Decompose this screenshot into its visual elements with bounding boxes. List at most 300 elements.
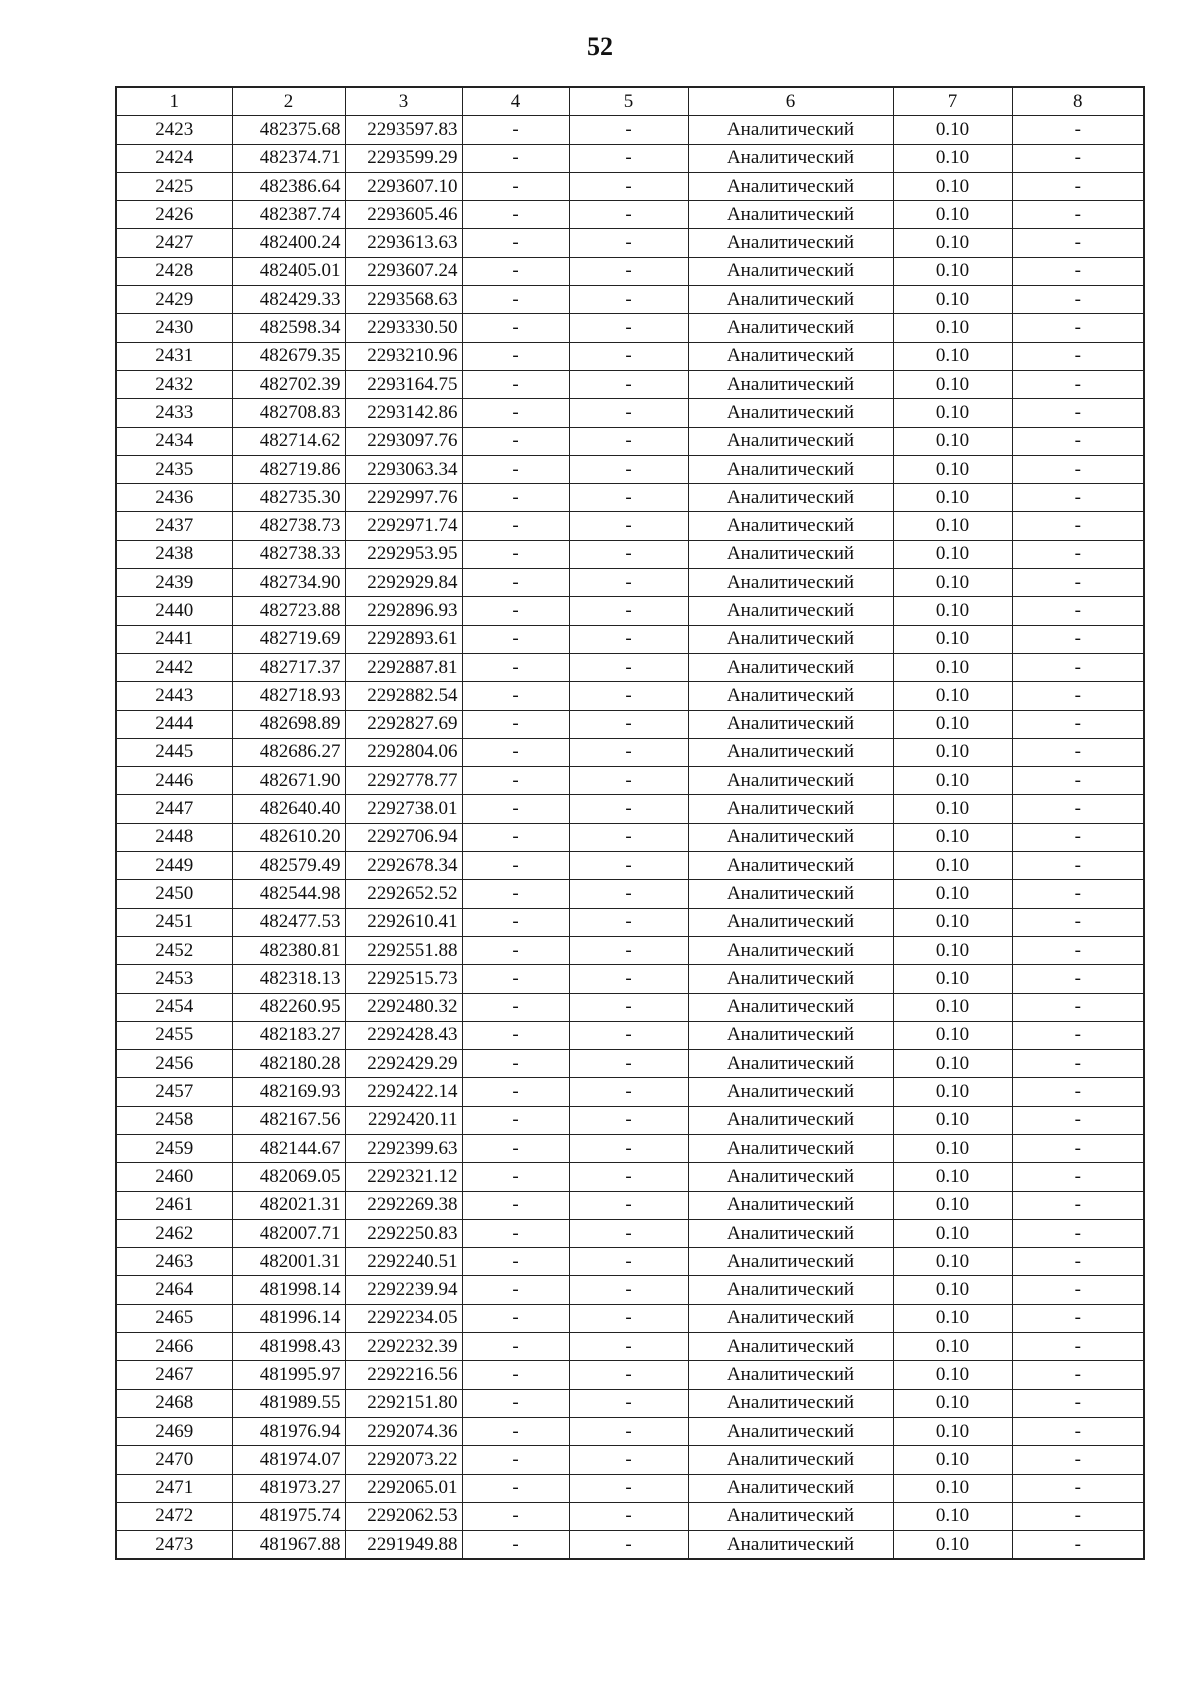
- table-cell: 2292652.52: [345, 880, 462, 908]
- table-cell: 481996.14: [232, 1304, 345, 1332]
- table-cell: 2428: [116, 257, 232, 285]
- table-cell: 2292216.56: [345, 1361, 462, 1389]
- table-cell: -: [462, 1417, 569, 1445]
- table-cell: 2293330.50: [345, 314, 462, 342]
- table-cell: 2454: [116, 993, 232, 1021]
- table-cell: 2430: [116, 314, 232, 342]
- table-cell: -: [569, 823, 688, 851]
- table-cell: 2445: [116, 738, 232, 766]
- table-row: [116, 342, 1144, 370]
- table-cell: 2293210.96: [345, 342, 462, 370]
- table-cell: 2292827.69: [345, 710, 462, 738]
- table-cell: -: [1012, 399, 1144, 427]
- table-cell: -: [569, 1389, 688, 1417]
- table-cell: 2292610.41: [345, 908, 462, 936]
- table-cell: Аналитический: [688, 823, 893, 851]
- table-cell: 2292250.83: [345, 1219, 462, 1247]
- table-cell: -: [462, 370, 569, 398]
- table-cell: Аналитический: [688, 1333, 893, 1361]
- table-cell: 482719.86: [232, 455, 345, 483]
- table-cell: Аналитический: [688, 172, 893, 200]
- table-cell: 2437: [116, 512, 232, 540]
- table-cell: Аналитический: [688, 1191, 893, 1219]
- table-cell: 0.10: [893, 738, 1012, 766]
- page-number: 52: [587, 32, 613, 61]
- table-cell: -: [462, 1446, 569, 1474]
- table-cell: -: [569, 710, 688, 738]
- table-cell: -: [462, 823, 569, 851]
- table-cell: -: [462, 1050, 569, 1078]
- table-row: [116, 569, 1144, 597]
- table-cell: 0.10: [893, 1417, 1012, 1445]
- table-cell: -: [1012, 1304, 1144, 1332]
- table-row: [116, 908, 1144, 936]
- table-cell: 2293063.34: [345, 455, 462, 483]
- table-cell: -: [1012, 852, 1144, 880]
- column-header: 1: [116, 87, 232, 116]
- table-cell: 0.10: [893, 455, 1012, 483]
- table-cell: -: [569, 1417, 688, 1445]
- table-cell: Аналитический: [688, 1219, 893, 1247]
- table-cell: Аналитический: [688, 427, 893, 455]
- table-cell: -: [1012, 653, 1144, 681]
- table-cell: -: [569, 936, 688, 964]
- table-cell: Аналитический: [688, 569, 893, 597]
- table-row: [116, 172, 1144, 200]
- table-cell: -: [1012, 1134, 1144, 1162]
- table-cell: -: [569, 286, 688, 314]
- table-row: [116, 257, 1144, 285]
- coordinates-table: [115, 86, 1145, 1560]
- table-cell: 2292778.77: [345, 767, 462, 795]
- table-cell: -: [1012, 512, 1144, 540]
- table-cell: 482671.90: [232, 767, 345, 795]
- table-cell: 481974.07: [232, 1446, 345, 1474]
- table-cell: -: [1012, 1050, 1144, 1078]
- table-cell: Аналитический: [688, 314, 893, 342]
- table-cell: Аналитический: [688, 936, 893, 964]
- table-cell: 2293607.10: [345, 172, 462, 200]
- table-cell: 2293605.46: [345, 201, 462, 229]
- table-cell: 2427: [116, 229, 232, 257]
- table-cell: -: [1012, 144, 1144, 172]
- table-cell: 482260.95: [232, 993, 345, 1021]
- table-cell: 481998.43: [232, 1333, 345, 1361]
- table-cell: 0.10: [893, 257, 1012, 285]
- table-cell: Аналитический: [688, 144, 893, 172]
- table-cell: 2293613.63: [345, 229, 462, 257]
- table-cell: Аналитический: [688, 1050, 893, 1078]
- table-row: [116, 1248, 1144, 1276]
- table-cell: 0.10: [893, 682, 1012, 710]
- table-cell: 0.10: [893, 540, 1012, 568]
- table-row: [116, 823, 1144, 851]
- table-cell: -: [462, 172, 569, 200]
- table-cell: -: [1012, 1248, 1144, 1276]
- table-cell: Аналитический: [688, 116, 893, 144]
- table-cell: 0.10: [893, 201, 1012, 229]
- table-cell: Аналитический: [688, 1531, 893, 1560]
- table-cell: 481967.88: [232, 1531, 345, 1560]
- table-cell: 0.10: [893, 1248, 1012, 1276]
- table-cell: 2436: [116, 484, 232, 512]
- table-cell: 482380.81: [232, 936, 345, 964]
- table-cell: Аналитический: [688, 455, 893, 483]
- table-cell: Аналитический: [688, 1417, 893, 1445]
- table-cell: Аналитический: [688, 653, 893, 681]
- table-cell: 481973.27: [232, 1474, 345, 1502]
- table-cell: 0.10: [893, 880, 1012, 908]
- table-cell: Аналитический: [688, 682, 893, 710]
- table-row: [116, 767, 1144, 795]
- table-cell: 0.10: [893, 1078, 1012, 1106]
- table-cell: 2292073.22: [345, 1446, 462, 1474]
- table-cell: -: [569, 1304, 688, 1332]
- table-cell: 0.10: [893, 116, 1012, 144]
- table-cell: -: [569, 540, 688, 568]
- table-cell: -: [569, 512, 688, 540]
- table-cell: -: [569, 1163, 688, 1191]
- column-header: 7: [893, 87, 1012, 116]
- table-row: [116, 1361, 1144, 1389]
- table-row: [116, 1389, 1144, 1417]
- table-cell: 0.10: [893, 484, 1012, 512]
- table-cell: 481989.55: [232, 1389, 345, 1417]
- table-row: [116, 1474, 1144, 1502]
- table-cell: 0.10: [893, 1333, 1012, 1361]
- table-cell: -: [1012, 314, 1144, 342]
- table-cell: -: [569, 653, 688, 681]
- table-cell: 482686.27: [232, 738, 345, 766]
- table-cell: 0.10: [893, 936, 1012, 964]
- table-cell: -: [1012, 342, 1144, 370]
- table-cell: 482738.33: [232, 540, 345, 568]
- table-row: [116, 116, 1144, 144]
- table-cell: 2292151.80: [345, 1389, 462, 1417]
- table-cell: 0.10: [893, 1050, 1012, 1078]
- table-row: [116, 1106, 1144, 1134]
- table-cell: 482598.34: [232, 314, 345, 342]
- table-cell: -: [569, 201, 688, 229]
- table-cell: -: [569, 1531, 688, 1560]
- table-cell: 482387.74: [232, 201, 345, 229]
- table-cell: -: [1012, 1389, 1144, 1417]
- table-row: [116, 1219, 1144, 1247]
- table-row: [116, 625, 1144, 653]
- table-row: [116, 455, 1144, 483]
- table-cell: 0.10: [893, 144, 1012, 172]
- table-cell: 482708.83: [232, 399, 345, 427]
- table-cell: 2433: [116, 399, 232, 427]
- table-header-row: [116, 87, 1144, 116]
- table-cell: -: [462, 229, 569, 257]
- table-cell: 0.10: [893, 427, 1012, 455]
- table-cell: 2446: [116, 767, 232, 795]
- table-cell: -: [1012, 1474, 1144, 1502]
- table-cell: -: [569, 993, 688, 1021]
- table-cell: -: [1012, 455, 1144, 483]
- table-cell: -: [462, 455, 569, 483]
- table-row: [116, 1191, 1144, 1219]
- table-cell: Аналитический: [688, 1389, 893, 1417]
- table-cell: 2463: [116, 1248, 232, 1276]
- table-cell: -: [1012, 229, 1144, 257]
- column-header: 8: [1012, 87, 1144, 116]
- table-cell: -: [569, 880, 688, 908]
- table-cell: -: [1012, 540, 1144, 568]
- table-cell: 2451: [116, 908, 232, 936]
- table-row: [116, 653, 1144, 681]
- table-cell: -: [569, 1191, 688, 1219]
- table-cell: 0.10: [893, 993, 1012, 1021]
- table-cell: 2292997.76: [345, 484, 462, 512]
- table-cell: 2292420.11: [345, 1106, 462, 1134]
- table-row: [116, 1050, 1144, 1078]
- table-cell: 2292239.94: [345, 1276, 462, 1304]
- table-cell: Аналитический: [688, 1134, 893, 1162]
- table-cell: 2292929.84: [345, 569, 462, 597]
- table-cell: 2424: [116, 144, 232, 172]
- table-cell: Аналитический: [688, 852, 893, 880]
- table-cell: -: [462, 342, 569, 370]
- table-cell: Аналитический: [688, 201, 893, 229]
- table-cell: -: [569, 625, 688, 653]
- column-header: 2: [232, 87, 345, 116]
- table-row: [116, 201, 1144, 229]
- table-cell: -: [462, 1502, 569, 1530]
- table-cell: -: [1012, 625, 1144, 653]
- table-cell: 2293599.29: [345, 144, 462, 172]
- table-cell: 0.10: [893, 653, 1012, 681]
- table-cell: 2292428.43: [345, 1021, 462, 1049]
- table-row: [116, 1333, 1144, 1361]
- table-cell: -: [462, 144, 569, 172]
- table-cell: -: [462, 936, 569, 964]
- table-cell: Аналитический: [688, 1248, 893, 1276]
- table-row: [116, 399, 1144, 427]
- table-cell: -: [1012, 1531, 1144, 1560]
- table-cell: -: [569, 852, 688, 880]
- table-cell: 0.10: [893, 1361, 1012, 1389]
- table-cell: 482679.35: [232, 342, 345, 370]
- table-cell: -: [462, 116, 569, 144]
- column-header: 5: [569, 87, 688, 116]
- table-cell: 481976.94: [232, 1417, 345, 1445]
- table-cell: -: [1012, 484, 1144, 512]
- table-cell: -: [1012, 795, 1144, 823]
- table-row: [116, 880, 1144, 908]
- table-cell: 2453: [116, 965, 232, 993]
- table-cell: 2440: [116, 597, 232, 625]
- table-cell: 0.10: [893, 1389, 1012, 1417]
- table-cell: -: [569, 767, 688, 795]
- table-cell: -: [569, 1050, 688, 1078]
- table-cell: -: [569, 172, 688, 200]
- table-cell: -: [462, 767, 569, 795]
- table-cell: -: [462, 484, 569, 512]
- table-cell: 2441: [116, 625, 232, 653]
- table-cell: -: [1012, 880, 1144, 908]
- table-cell: -: [569, 1446, 688, 1474]
- table-cell: -: [462, 597, 569, 625]
- table-cell: 482610.20: [232, 823, 345, 851]
- table-cell: -: [569, 399, 688, 427]
- table-cell: 2292515.73: [345, 965, 462, 993]
- table-cell: Аналитический: [688, 1276, 893, 1304]
- table-cell: -: [462, 1106, 569, 1134]
- table-cell: 2465: [116, 1304, 232, 1332]
- table-cell: -: [462, 1474, 569, 1502]
- table-cell: -: [569, 1474, 688, 1502]
- table-cell: 482021.31: [232, 1191, 345, 1219]
- table-cell: 482735.30: [232, 484, 345, 512]
- table-cell: 0.10: [893, 625, 1012, 653]
- table-cell: 2292321.12: [345, 1163, 462, 1191]
- table-cell: 482169.93: [232, 1078, 345, 1106]
- table-cell: 2291949.88: [345, 1531, 462, 1560]
- table-cell: 0.10: [893, 342, 1012, 370]
- table-cell: 2292971.74: [345, 512, 462, 540]
- table-cell: 2468: [116, 1389, 232, 1417]
- table-cell: -: [569, 1361, 688, 1389]
- table-row: [116, 286, 1144, 314]
- table-cell: Аналитический: [688, 257, 893, 285]
- table-cell: -: [1012, 257, 1144, 285]
- table-cell: 2450: [116, 880, 232, 908]
- table-cell: -: [1012, 682, 1144, 710]
- table-cell: 0.10: [893, 286, 1012, 314]
- table-cell: Аналитический: [688, 597, 893, 625]
- table-cell: 0.10: [893, 1304, 1012, 1332]
- table-cell: -: [569, 1106, 688, 1134]
- table-cell: -: [462, 852, 569, 880]
- table-cell: -: [462, 710, 569, 738]
- table-cell: 482717.37: [232, 653, 345, 681]
- table-cell: -: [1012, 1106, 1144, 1134]
- table-cell: -: [569, 1276, 688, 1304]
- table-cell: 0.10: [893, 1474, 1012, 1502]
- table-row: [116, 738, 1144, 766]
- table-row: [116, 144, 1144, 172]
- table-cell: -: [1012, 738, 1144, 766]
- table-cell: 0.10: [893, 1531, 1012, 1560]
- table-row: [116, 1276, 1144, 1304]
- column-header: 3: [345, 87, 462, 116]
- table-cell: 0.10: [893, 795, 1012, 823]
- table-cell: -: [569, 795, 688, 823]
- table-cell: 2461: [116, 1191, 232, 1219]
- table-cell: Аналитический: [688, 795, 893, 823]
- table-cell: -: [462, 880, 569, 908]
- table-cell: 2434: [116, 427, 232, 455]
- table-cell: 0.10: [893, 852, 1012, 880]
- table-cell: 2447: [116, 795, 232, 823]
- table-cell: Аналитический: [688, 512, 893, 540]
- table-cell: 2293142.86: [345, 399, 462, 427]
- table-cell: 482386.64: [232, 172, 345, 200]
- column-header: 4: [462, 87, 569, 116]
- table-cell: -: [1012, 116, 1144, 144]
- table-row: [116, 852, 1144, 880]
- table-cell: 2460: [116, 1163, 232, 1191]
- table-cell: 482718.93: [232, 682, 345, 710]
- table-cell: -: [1012, 1021, 1144, 1049]
- table-cell: 2425: [116, 172, 232, 200]
- table-cell: -: [462, 1276, 569, 1304]
- table-cell: 2292065.01: [345, 1474, 462, 1502]
- table-cell: -: [569, 455, 688, 483]
- table-cell: -: [569, 1078, 688, 1106]
- table-cell: -: [1012, 172, 1144, 200]
- table-cell: 2292269.38: [345, 1191, 462, 1219]
- table-cell: 482318.13: [232, 965, 345, 993]
- table-cell: -: [462, 795, 569, 823]
- table-cell: Аналитический: [688, 1361, 893, 1389]
- table-cell: 482640.40: [232, 795, 345, 823]
- table-row: [116, 370, 1144, 398]
- table-cell: 482738.73: [232, 512, 345, 540]
- table-cell: 482001.31: [232, 1248, 345, 1276]
- table-cell: 2435: [116, 455, 232, 483]
- table-cell: 2464: [116, 1276, 232, 1304]
- table-cell: 2449: [116, 852, 232, 880]
- table-cell: 0.10: [893, 965, 1012, 993]
- table-cell: -: [569, 229, 688, 257]
- table-cell: Аналитический: [688, 1163, 893, 1191]
- table-cell: 2423: [116, 116, 232, 144]
- table-row: [116, 1531, 1144, 1560]
- table-cell: Аналитический: [688, 1446, 893, 1474]
- table-cell: -: [462, 1304, 569, 1332]
- table-cell: Аналитический: [688, 738, 893, 766]
- table-cell: -: [1012, 1502, 1144, 1530]
- table-cell: 2292882.54: [345, 682, 462, 710]
- table-cell: 0.10: [893, 172, 1012, 200]
- table-cell: -: [462, 1389, 569, 1417]
- table-cell: 2292480.32: [345, 993, 462, 1021]
- table-cell: 482375.68: [232, 116, 345, 144]
- table-row: [116, 512, 1144, 540]
- table-cell: -: [1012, 1333, 1144, 1361]
- table-row: [116, 1304, 1144, 1332]
- table-cell: -: [1012, 965, 1144, 993]
- table-cell: 2293164.75: [345, 370, 462, 398]
- table-cell: Аналитический: [688, 965, 893, 993]
- table-cell: -: [462, 201, 569, 229]
- table-cell: 2470: [116, 1446, 232, 1474]
- table-row: [116, 965, 1144, 993]
- table-cell: Аналитический: [688, 1502, 893, 1530]
- table-cell: -: [569, 569, 688, 597]
- table-cell: -: [462, 625, 569, 653]
- table-cell: 2292738.01: [345, 795, 462, 823]
- table-cell: 482719.69: [232, 625, 345, 653]
- table-cell: -: [462, 1248, 569, 1276]
- table-cell: 0.10: [893, 229, 1012, 257]
- table-cell: Аналитический: [688, 286, 893, 314]
- table-row: [116, 1446, 1144, 1474]
- table-row: [116, 1134, 1144, 1162]
- table-cell: -: [462, 569, 569, 597]
- table-cell: -: [462, 427, 569, 455]
- table-cell: -: [462, 682, 569, 710]
- table-cell: -: [569, 257, 688, 285]
- table-cell: -: [1012, 1191, 1144, 1219]
- table-cell: 2456: [116, 1050, 232, 1078]
- table-cell: 482167.56: [232, 1106, 345, 1134]
- table-row: [116, 1417, 1144, 1445]
- table-cell: 2292893.61: [345, 625, 462, 653]
